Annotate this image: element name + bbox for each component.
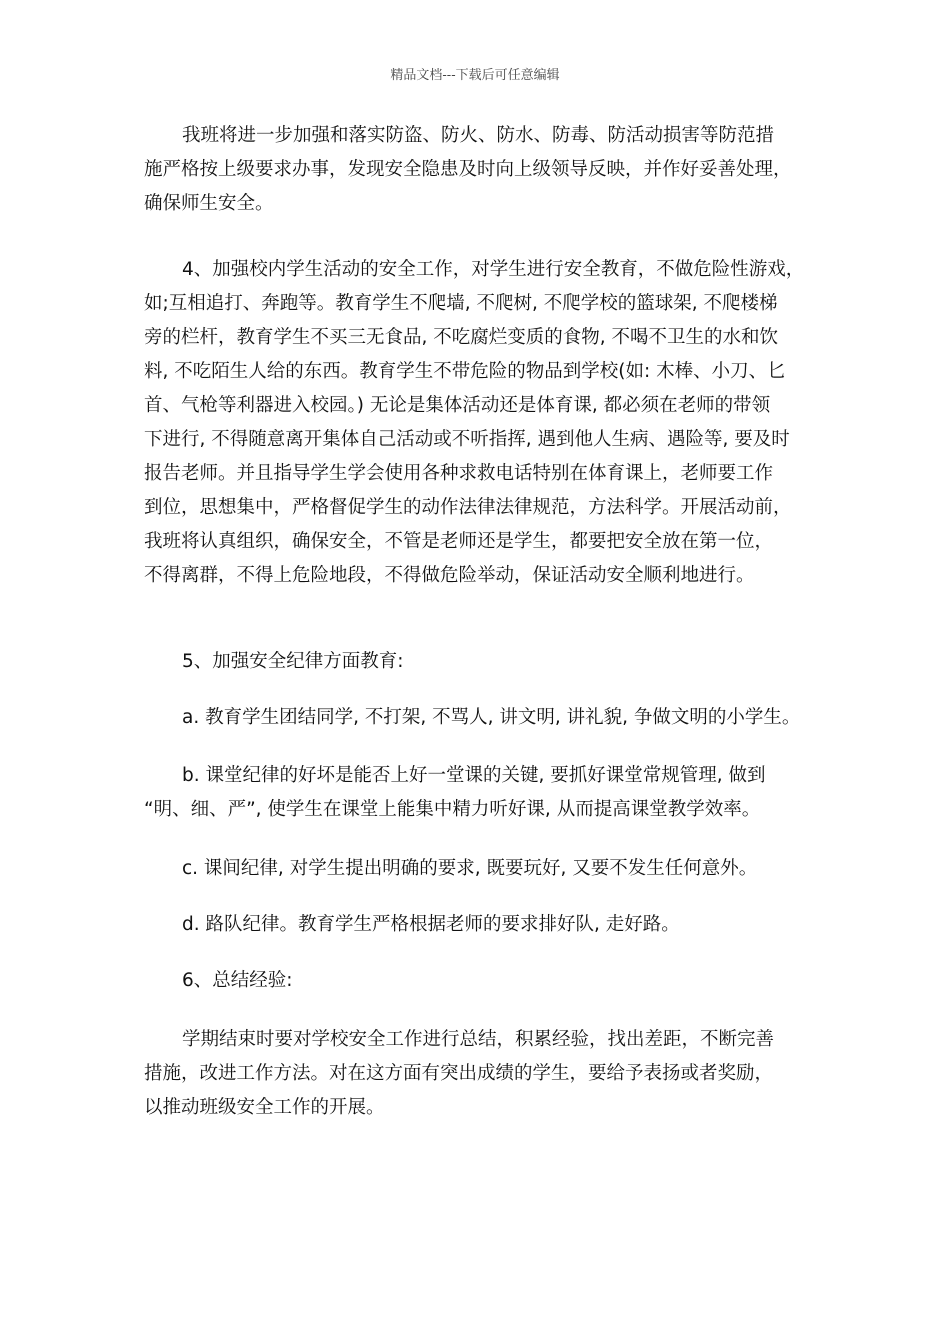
text-line: 下进行, 不得随意离开集体自己活动或不听指挥, 遇到他人生病、遇险等, 要及时 [144, 429, 790, 450]
text-line: d. 路队纪律。教育学生严格根据老师的要求排好队, 走好路。 [182, 914, 680, 935]
text-line: 如;互相追打、奔跑等。教育学生不爬墙, 不爬树, 不爬学校的篮球架, 不爬楼梯 [144, 293, 778, 314]
text-line: 措施，改进工作方法。对在这方面有突出成绩的学生，要给予表扬或者奖励， [144, 1063, 774, 1084]
text-line: 4、加强校内学生活动的安全工作，对学生进行安全教育，不做危险性游戏， [182, 259, 805, 280]
paragraph-item-5-heading [144, 645, 404, 679]
paragraph-item-d [144, 908, 680, 942]
paragraph-item-b [144, 759, 766, 827]
text-line: 以推动班级安全工作的开展。 [144, 1097, 385, 1118]
text-line: 不得离群，不得上危险地段，不得做危险举动，保证活动安全顺利地进行。 [144, 565, 755, 586]
paragraph-item-6-heading [144, 964, 293, 998]
text-line: “明、细、严”, 使学生在课堂上能集中精力听好课, 从而提高课堂教学效率。 [144, 799, 761, 820]
paragraph-item-c [144, 852, 757, 886]
page-header: 精品文档---下载后可任意编辑 [390, 68, 560, 83]
text-line: 我班将认真组织，确保安全，不管是老师还是学生，都要把安全放在第一位， [144, 531, 774, 552]
text-line: 5、加强安全纪律方面教育: [182, 651, 404, 672]
paragraph-summary [144, 1023, 774, 1125]
paragraph-safety-measures [144, 119, 792, 221]
text-line: 首、气枪等利器进入校园。) 无论是集体活动还是体育课, 都必须在老师的带领 [144, 395, 771, 416]
text-line: 施严格按上级要求办事，发现安全隐患及时向上级领导反映，并作好妥善处理， [144, 159, 792, 180]
text-line: 旁的栏杆，教育学生不买三无食品, 不吃腐烂变质的食物, 不喝不卫生的水和饮 [144, 327, 779, 348]
text-line: a. 教育学生团结同学, 不打架, 不骂人, 讲文明, 讲礼貌, 争做文明的小学生。 [182, 707, 801, 728]
text-line: c. 课间纪律, 对学生提出明确的要求, 既要玩好, 又要不发生任何意外。 [182, 858, 758, 879]
text-line: 报告老师。并且指导学生学会使用各种求救电话特别在体育课上，老师要工作 [144, 463, 774, 484]
text-line: 学期结束时要对学校安全工作进行总结，积累经验，找出差距，不断完善 [182, 1029, 775, 1050]
text-line: b. 课堂纪律的好坏是能否上好一堂课的关键, 要抓好课堂常规管理, 做到 [182, 765, 766, 786]
text-line: 6、总结经验: [182, 970, 293, 991]
paragraph-item-4 [144, 253, 804, 593]
text-line: 确保师生安全。 [144, 193, 274, 214]
text-line: 料, 不吃陌生人给的东西。教育学生不带危险的物品到学校(如: 木棒、小刀、匕 [144, 361, 786, 382]
paragraph-item-a [144, 701, 800, 735]
text-line: 到位，思想集中，严格督促学生的动作法律法律规范，方法科学。开展活动前， [144, 497, 792, 518]
text-line: 我班将进一步加强和落实防盗、防火、防水、防毒、防活动损害等防范措 [182, 125, 775, 146]
